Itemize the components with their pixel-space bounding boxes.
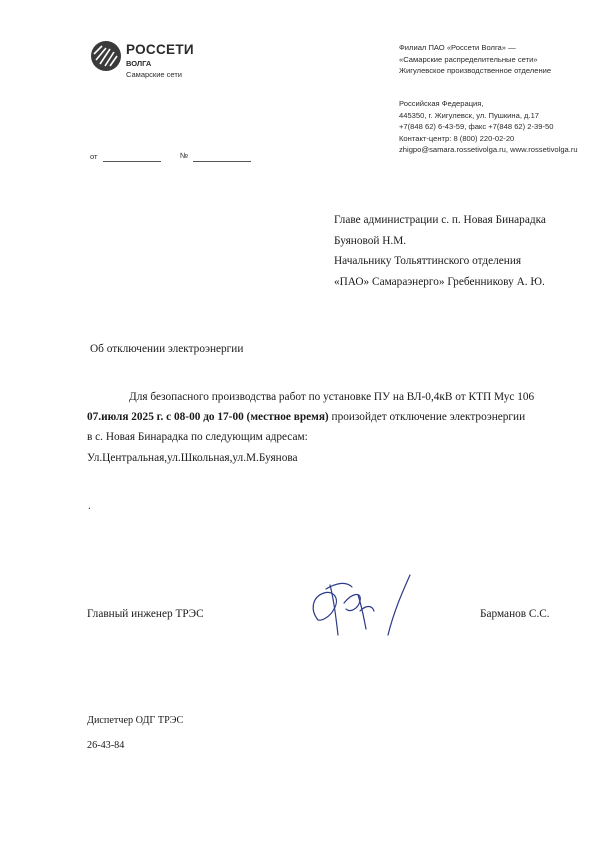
logo-division: Самарские сети xyxy=(126,70,182,79)
signatory-name: Барманов С.С. xyxy=(480,608,550,620)
body-line-1: Для безопасного производства работ по установке ПУ на ВЛ-0,4кВ от КТП Мус 106 xyxy=(129,391,535,403)
addressee-line: Главе администрации с. п. Новая Бинарадка xyxy=(334,214,546,226)
date-label: от xyxy=(90,152,98,161)
company-logo xyxy=(90,40,200,90)
sender-line: Филиал ПАО «Россети Волга» — xyxy=(399,43,516,52)
contact-role: Диспетчер ОДГ ТРЭС xyxy=(87,715,184,726)
address-line: Российская Федерация, xyxy=(399,99,484,108)
body-line-3: в с. Новая Бинарадка по следующим адресам: xyxy=(87,431,308,443)
logo-brand: РОССЕТИ xyxy=(126,42,194,57)
stray-dot: . xyxy=(88,500,91,512)
sender-address-block xyxy=(399,98,578,156)
contact-email-web: zhigpo@samara.rossetivolga.ru, www.rossetivolga.ru xyxy=(399,145,578,154)
outage-datetime: 07.июля 2025 г. с 08-00 до 17-00 (местное время) xyxy=(87,411,329,423)
letter-subject: Об отключении электроэнергии xyxy=(90,343,244,355)
sender-line: Жигулевское производственное отделение xyxy=(399,66,552,75)
logo-region: ВОЛГА xyxy=(126,59,152,68)
address-line: +7(848 62) 6-43-59, факс +7(848 62) 2-39-50 xyxy=(399,122,554,131)
body-line-2-rest: произойдет отключение электроэнергии xyxy=(328,411,526,423)
rosseti-logo-icon xyxy=(90,40,122,72)
contact-phone: 26-43-84 xyxy=(87,740,125,751)
addressee-line: «ПАО» Самараэнерго» Гребенникову А. Ю. xyxy=(334,276,545,288)
address-line: Контакт-центр: 8 (800) 220-02-20 xyxy=(399,133,515,143)
sender-line: «Самарские распределительные сети» xyxy=(399,54,538,64)
addressee-line: Буяновой Н.М. xyxy=(334,235,407,247)
number-label: № xyxy=(180,151,189,160)
addressee-line: Начальнику Тольяттинского отделения xyxy=(334,255,522,267)
address-line: 445350, г. Жигулевск, ул. Пушкина, д.17 xyxy=(399,110,540,120)
affected-streets: Ул.Центральная,ул.Школьная,ул.М.Буянова xyxy=(87,452,298,464)
handwritten-signature xyxy=(300,565,450,645)
sender-block xyxy=(399,42,551,77)
signatory-position: Главный инженер ТРЭС xyxy=(87,608,204,620)
body-line-2 xyxy=(87,411,525,424)
number-underline xyxy=(193,161,251,162)
date-underline xyxy=(103,161,161,162)
